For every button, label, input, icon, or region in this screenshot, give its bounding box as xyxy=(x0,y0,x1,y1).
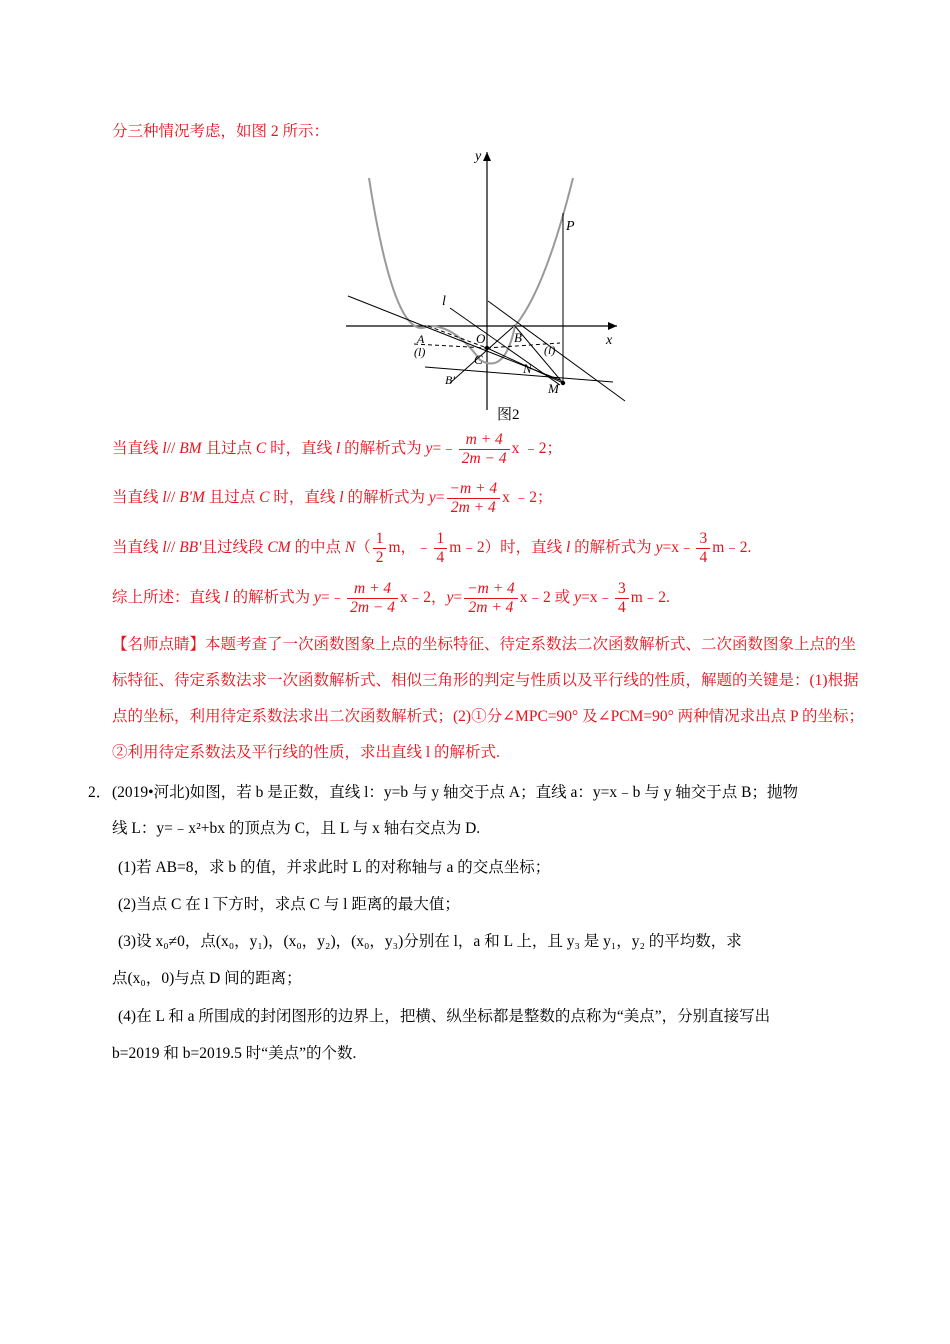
case-2: 当直线 l// B'M 且过点 C 时，直线 l 的解析式为 y= $\frac{-m + 4}{2m + 4}$ x ﹣2； xyxy=(112,480,553,516)
parabola xyxy=(369,178,573,364)
y-axis-arrow xyxy=(483,152,491,161)
label-x: x xyxy=(606,333,613,348)
label-M: M xyxy=(548,381,559,396)
intro-text: 分三种情况考虑，如图 2 所示： xyxy=(112,123,330,140)
fraction: $\frac{m + 4}{2m - 4}$ xyxy=(459,431,510,468)
problem-2-number: 2． xyxy=(88,784,112,801)
question-2: (2)当点 C 在 l 下方时，求点 C 与 l 距离的最大值； xyxy=(118,896,460,913)
question-3-line-1: (3)设 x₀≠0，点(x₀，y₁)，(x₀，y₂)，(x₀，y₃)分别在 l，a 和 L 上，且 y₃ 是 y₁，y₂ 的平均数，求 xyxy=(118,933,742,950)
summary: 综上所述：直线 l 的解析式为 y=﹣ $\frac{m + 4}{2m - 4}$ x﹣2，y= $\frac{-m + 4}{2m + 4}$ x﹣2 或 y=x﹣ $\frac{3}{4}$ m﹣2. xyxy=(112,580,670,616)
label-l-right: (l) xyxy=(544,343,556,357)
fraction: $\frac{-m + 4}{2m + 4}$ xyxy=(447,480,501,517)
label-Bprime: B' xyxy=(445,373,455,387)
fraction: $\frac{m + 4}{2m - 4}$ xyxy=(347,580,398,617)
fraction: $\frac{3}{4}$ xyxy=(615,580,629,617)
figure-2 xyxy=(340,140,630,425)
label-l-left: (l) xyxy=(414,345,426,359)
comment-text: 本题考查了一次函数图象上点的坐标特征、待定系数法二次函数解析式、二次函数图象上点的坐标特征、待定系数法求一次函数解析式、相似三角形的判定与性质以及平行线的性质，解题的关键是：(1)根据点的坐标，利用待定系数法求出二次函数解析式；(2)①分∠MPC=90° 及∠PCM=90° 两种情况求出点 P 的坐标；②利用待定系数法及平行线的性质，求出直线 l 的解析式. xyxy=(112,636,864,761)
label-l: l xyxy=(442,294,446,309)
point-C xyxy=(485,346,489,350)
label-y: y xyxy=(475,149,482,164)
question-1: (1)若 AB=8，求 b 的值，并求此时 L 的对称轴与 a 的交点坐标； xyxy=(118,859,551,876)
fraction: $\frac{-m + 4}{2m + 4}$ xyxy=(464,580,518,617)
label-B: B xyxy=(514,330,522,345)
question-3-line-2: 点(x₀，0)与点 D 间的距离； xyxy=(112,970,302,987)
label-P: P xyxy=(566,219,575,234)
question-4-line-1: (4)在 L 和 a 所围成的封闭图形的边界上，把横、纵坐标都是整数的点称为“美点”，分别直接写出 xyxy=(118,1008,771,1025)
problem-2-line-1: (2019•河北)如图，若 b 是正数，直线 l：y=b 与 y 轴交于点 A；直线 a：y=x﹣b 与 y 轴交于点 B；抛物 xyxy=(112,784,798,801)
label-N: N xyxy=(523,361,532,376)
fraction: $\frac{3}{4}$ xyxy=(696,530,710,567)
label-A: A xyxy=(417,332,425,346)
case-3: 当直线 l// BB'且过线段 CM 的中点 N（ $\frac{1}{2}$ m，﹣ $\frac{1}{4}$ m﹣2）时，直线 l 的解析式为 y=x﹣ $\frac{3}{4}$ m﹣2. xyxy=(112,530,752,566)
label-O: O xyxy=(476,331,486,346)
case-1: 当直线 l// BM 且过点 C 时，直线 l 的解析式为 y=﹣ $\frac{m + 4}{2m - 4}$ x ﹣2； xyxy=(112,431,562,467)
point-M xyxy=(561,381,565,385)
comment-tag: 【名师点睛】 xyxy=(112,636,206,653)
label-C: C xyxy=(474,352,483,367)
figure-caption: 图2 xyxy=(497,407,520,423)
question-4-line-2: b=2019 和 b=2019.5 时“美点”的个数. xyxy=(112,1045,357,1062)
fraction: $\frac{1}{4}$ xyxy=(434,530,448,567)
teacher-comment xyxy=(112,627,864,771)
problem-2-line-2: 线 L：y=﹣x²+bx 的顶点为 C，且 L 与 x 轴右交点为 D. xyxy=(112,820,481,837)
fraction: $\frac{1}{2}$ xyxy=(373,530,387,567)
x-axis-arrow xyxy=(608,322,617,330)
